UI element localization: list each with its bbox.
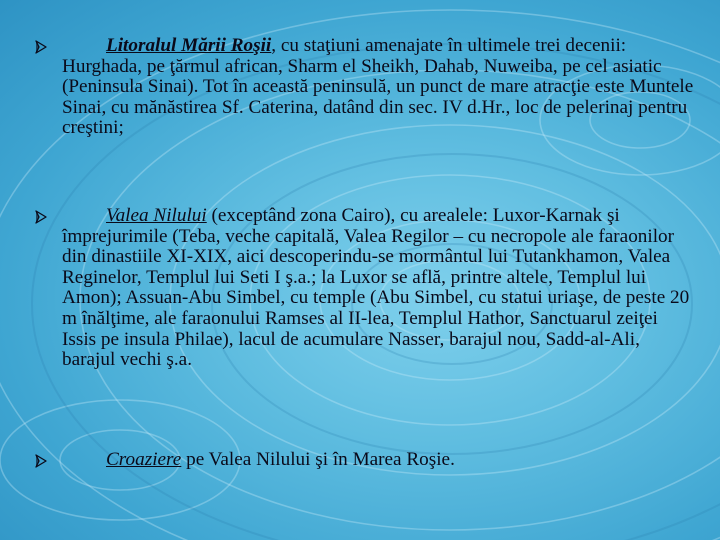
arrow-bullet-icon [34, 454, 48, 468]
list-item [34, 206, 694, 371]
list-item [34, 36, 694, 139]
item-title: Croaziere [106, 449, 182, 470]
item-body: , cu staţiuni amenajate în ultimele trei decenii: Hurghada, pe ţărmul african, Sharm el Sheikh, Dahab, Nuweiba, pe cel asiatic (Peninsula Sinai). Tot în această peninsulă, un punct de mare atracţie este Muntele Sinai, cu mănăstirea Sf. Caterina, datând din sec. IV d.Hr., loc de pelerinaj pentru creştini; [62, 35, 694, 139]
list-item-text [62, 206, 694, 371]
list-item-text [62, 36, 694, 139]
list-item [34, 450, 694, 471]
item-title: Valea Nilului [106, 205, 207, 226]
item-body: pe Valea Nilului şi în Marea Roşie. [181, 449, 455, 470]
list-item-text [62, 450, 694, 471]
arrow-bullet-icon [34, 210, 48, 224]
item-title: Litoralul Mării Roşii [106, 35, 272, 56]
item-body: (exceptând zona Cairo), cu arealele: Luxor-Karnak şi împrejurimile (Teba, veche capitală, Valea Regilor – cu necropole ale faraonilor din dinastiile XI-XIX, aici descoperindu-se mormântul lui Tutankhamon, Valea Reginelor, Templul lui Seti I ş.a.; la Luxor se află, printre altele, Templul lui Amon); Assuan-Abu Simbel, cu temple (Abu Simbel, cu statui uriaşe, de peste 20 m înălţime, ale faraonului Ramses al II-lea, Templul Hathor, Sanctuarul zeiţei Issis pe insula Philae), lacul de acumulare Nasser, barajul nou, Sadd-al-Ali, barajul vechi ş.a. [62, 205, 690, 371]
arrow-bullet-icon [34, 40, 48, 54]
